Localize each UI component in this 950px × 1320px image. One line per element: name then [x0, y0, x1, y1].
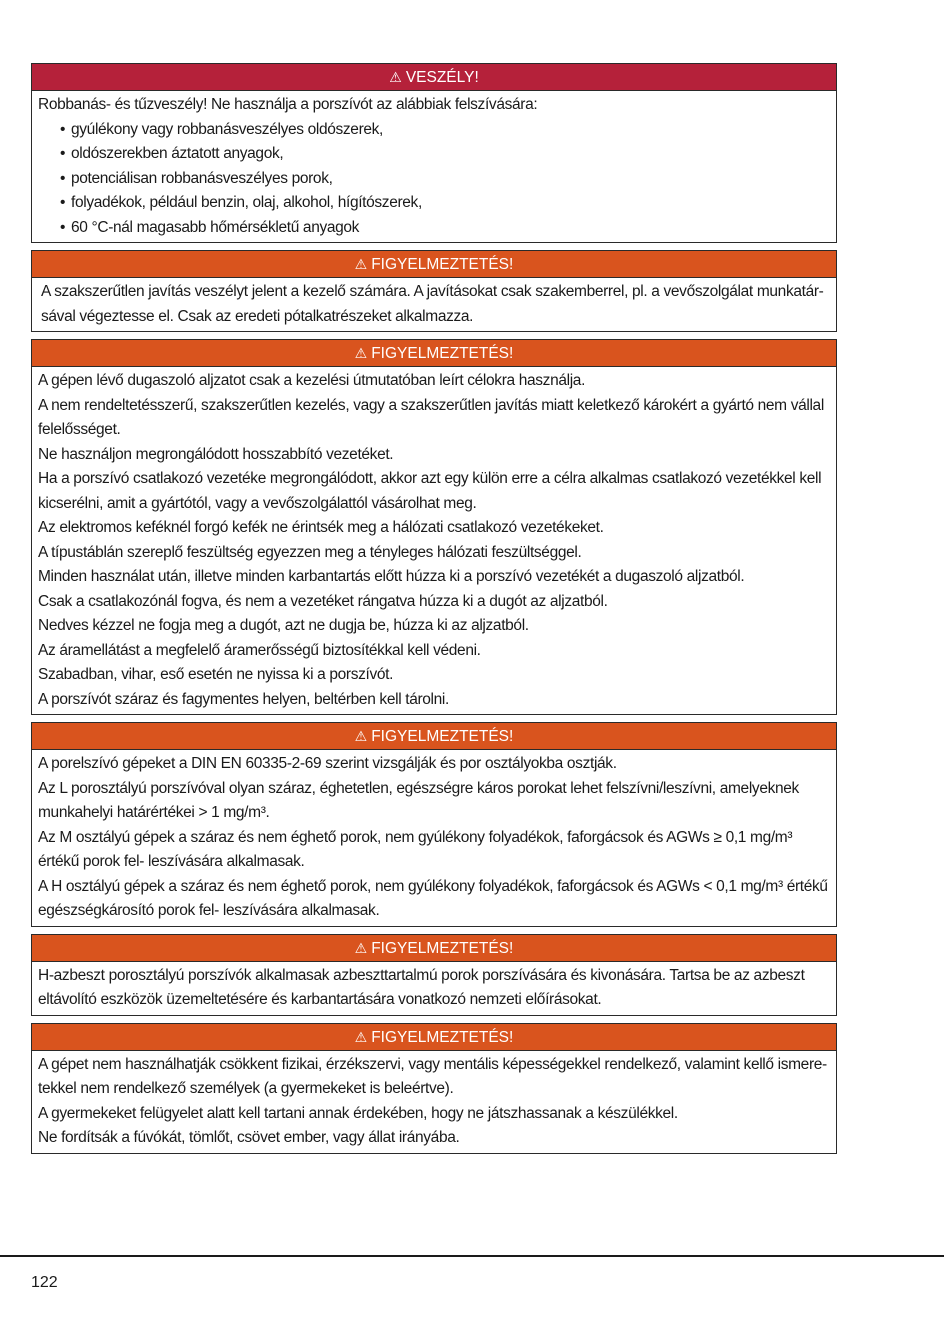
danger-header	[32, 64, 836, 91]
danger-intro: Robbanás- és tűzveszély! Ne használja a porszívót az alábbiak felszívására:	[38, 96, 538, 113]
warning-triangle-icon: ⚠	[354, 939, 368, 956]
warning-triangle-icon: ⚠	[354, 345, 368, 361]
paragraph: A szakszerűtlen javítás veszélyt jelent a kezelő számára. A javításokat csak szakemberrel, pl. a vevőszolgálat munkatár-sával végeztesse el. Csak az eredeti pótalkatrészeket alkalmazza.	[41, 283, 824, 325]
warning-box-dust-classes	[31, 722, 837, 927]
list-item: • folyadékok, például benzin, olaj, alkohol, hígítószerek,	[60, 191, 830, 216]
list-item: • potenciálisan robbanásveszélyes porok,	[60, 167, 830, 192]
warning-triangle-icon: ⚠	[389, 69, 402, 85]
page-number: 122	[31, 1274, 58, 1291]
list-item: • gyúlékony vagy robbanásveszélyes oldószerek,	[60, 118, 830, 143]
danger-box	[31, 63, 837, 243]
paragraph: A porelszívó gépeket a DIN EN 60335-2-69 szerint vizsgálják és por osztályokba osztják.	[38, 755, 617, 772]
paragraph: H-azbeszt porosztályú porszívók alkalmasak azbeszttartalmú porok porszívására és kivonására. Tartsa be az azbeszt eltávolító eszközök üzemeltetésére és karbantartására vonatkozó nemzeti előírásokat.	[38, 966, 805, 1008]
warning-header-label: FIGYELMEZTETÉS!	[371, 345, 514, 362]
paragraph: A gépen lévő dugaszoló aljzatot csak a kezelési útmutatóban leírt célokra használja.	[38, 372, 586, 389]
paragraph: Szabadban, vihar, eső esetén ne nyissa ki a porszívót.	[38, 666, 394, 683]
danger-body	[32, 91, 836, 242]
paragraph: A gyermekeket felügyelet alatt kell tartani annak érdekében, hogy ne játszhassanak a készülékkel.	[38, 1104, 678, 1122]
warning-header-label: FIGYELMEZTETÉS!	[371, 939, 514, 957]
warning-body	[32, 278, 836, 331]
warning-body	[32, 1051, 836, 1153]
paragraph: Az L porosztályú porszívóval olyan száraz, éghetetlen, egészségre káros porokat lehet felszívni/leszívni, amelyeknek munkahelyi határértékei > 1 mg/m³.	[38, 779, 799, 821]
warning-header-label: FIGYELMEZTETÉS!	[371, 1028, 514, 1046]
warning-body	[32, 750, 836, 926]
paragraph: Az elektromos keféknél forgó kefék ne érintsék meg a hálózati csatlakozó vezetékeket.	[38, 519, 604, 536]
warning-box-electrical	[31, 339, 837, 715]
warning-header	[32, 1024, 836, 1051]
warning-box-repair	[31, 250, 837, 332]
paragraph: Az M osztályú gépek a száraz és nem éghető porok, nem gyúlékony folyadékok, faforgácsok és AGWs ≥ 0,1 mg/m³ értékű porok fel- leszívására alkalmasak.	[38, 828, 793, 870]
paragraph: Minden használat után, illetve minden karbantartás előtt húzza ki a porszívó vezetékét a dugaszoló aljzatból.	[38, 568, 745, 585]
paragraph: A nem rendeltetésszerű, szakszerűtlen kezelés, vagy a szakszerűtlen javítás miatt keletkező károkért a gyártó nem vállal felelősséget.	[38, 396, 824, 438]
warning-triangle-icon: ⚠	[354, 256, 368, 272]
list-item: • oldószerekben áztatott anyagok,	[60, 142, 830, 167]
danger-header-label: VESZÉLY!	[405, 69, 479, 86]
paragraph: Ha a porszívó csatlakozó vezetéke megrongálódott, akkor azt egy külön erre a célra alkalmas csatlakozó vezetékkel kell kicserélni, amit a gyártótól, vagy a vevőszolgálattól vásárolhat meg.	[38, 470, 822, 512]
paragraph: Ne fordítsák a fúvókát, tömlőt, csövet ember, vagy állat irányába.	[38, 1129, 460, 1146]
warning-triangle-icon: ⚠	[354, 1028, 368, 1045]
list-item: • 60 °C-nál magasabb hőmérsékletű anyagok	[60, 216, 830, 241]
safety-notices	[31, 63, 837, 1161]
warning-header	[32, 935, 836, 962]
paragraph: Az áramellátást a megfelelő áramerősségű biztosítékkal kell védeni.	[38, 641, 481, 659]
paragraph: A gépet nem használhatják csökkent fizikai, érzékszervi, vagy mentális képességekkel rendelkező, valamint kellő ismere-tekkel nem rendelkező személyek (a gyermekeket is beleértve).	[38, 1055, 827, 1097]
warning-body	[32, 367, 836, 714]
warning-box-users	[31, 1023, 837, 1154]
paragraph: Ne használjon megrongálódott hosszabbító vezetéket.	[38, 445, 394, 463]
paragraph: A típustáblán szereplő feszültség egyezzen meg a tényleges hálózati feszültséggel.	[38, 543, 582, 561]
warning-header-label: FIGYELMEZTETÉS!	[371, 256, 514, 273]
footer-divider	[0, 1255, 944, 1257]
warning-header	[32, 340, 836, 367]
paragraph: Nedves kézzel ne fogja meg a dugót, azt ne dugja be, húzza ki az aljzatból.	[38, 617, 529, 634]
danger-list	[38, 118, 830, 241]
warning-header-label: FIGYELMEZTETÉS!	[371, 728, 514, 745]
paragraph: Csak a csatlakozónál fogva, és nem a vezetéket rángatva húzza ki a dugót az aljzatból.	[38, 592, 608, 610]
warning-header	[32, 723, 836, 750]
warning-header	[32, 251, 836, 278]
paragraph: A H osztályú gépek a száraz és nem éghető porok, nem gyúlékony folyadékok, faforgácsok és AGWs < 0,1 mg/m³ értékű egészségkárosító porok fel- leszívására alkalmasak.	[38, 877, 828, 919]
warning-box-asbestos	[31, 934, 837, 1016]
warning-triangle-icon: ⚠	[354, 728, 368, 744]
paragraph: A porszívót száraz és fagymentes helyen, beltérben kell tárolni.	[38, 690, 449, 708]
warning-body	[32, 962, 836, 1015]
